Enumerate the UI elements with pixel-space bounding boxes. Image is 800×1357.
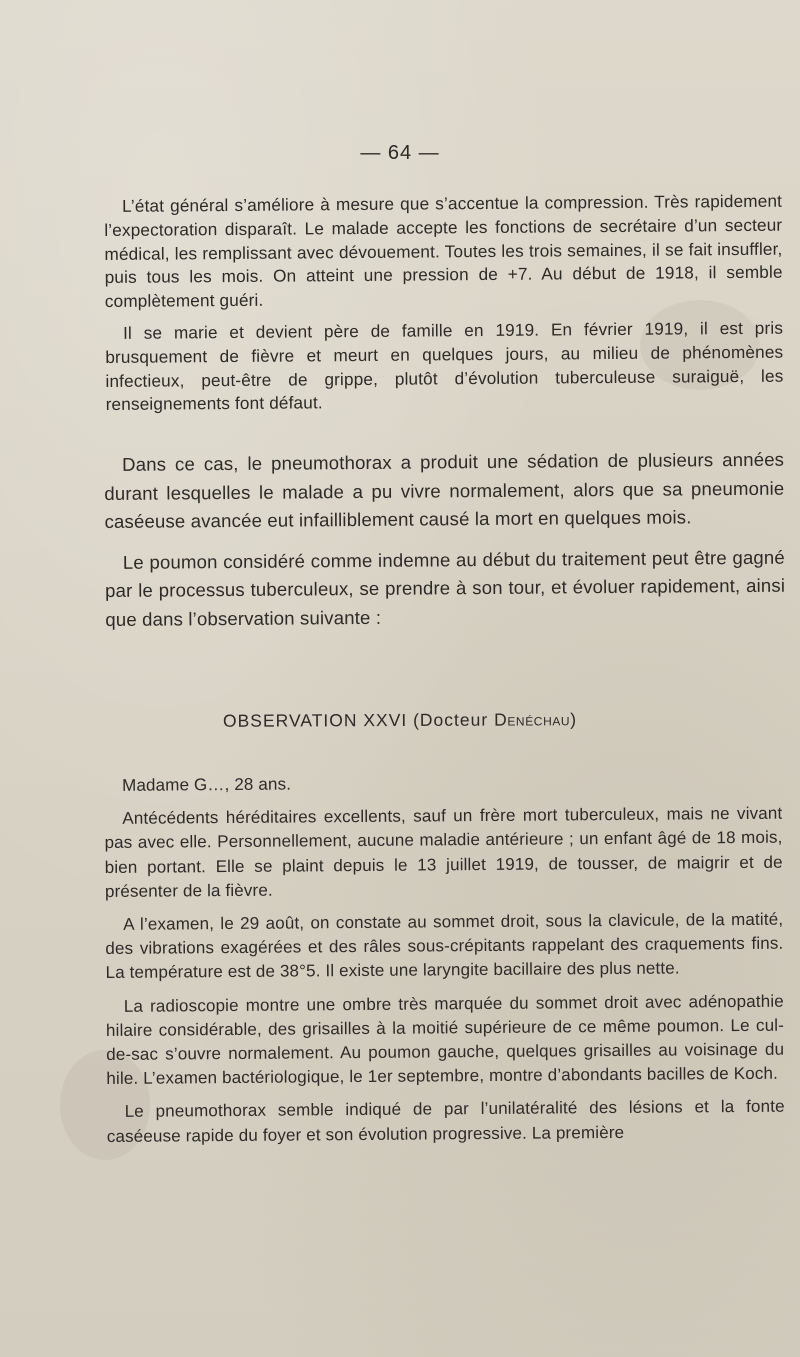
observation-heading-close: ) <box>570 709 578 730</box>
observation-title: OBSERVATION XXVI (Docteur <box>222 709 489 731</box>
paragraph: Le pneumothorax semble indiqué de par l’unilatéralité des lésions et la fonte caséeuse rapide du foyer et son évolution progressive. La première <box>106 1097 785 1146</box>
paragraph: Antécédents héréditaires excellents, sauf un frère mort tuberculeux, mais ne vivant pas avec elle. Personnellement, aucune maladie antérieure ; un enfant âgé de 18 mois, bien portant. Elle se plaint depuis le 13 juillet 1919, de tousser, de maigrir et de présenter de la fièvre. <box>104 803 783 901</box>
paragraph: A l’examen, le 29 août, on constate au sommet droit, sous la clavicule, de la matité, des vibrations exagérées et des râles sous-crépitants rappelant des craquements fins. La température est de 38°5. Il existe une laryngite bacillaire des plus nette. <box>105 909 784 983</box>
text-block-observation <box>104 769 785 1158</box>
text-block-top <box>104 190 784 425</box>
observation-author: Denéchau <box>494 709 571 730</box>
paragraph: L’état général s’améliore à mesure que s’accentue la compression. Très rapidement l’expectoration disparaît. Le malade accepte les fonctions de secrétaire d’un secteur médical, les remplissant avec dévouement. Toutes les trois semaines, il se fait insuffler, puis tous les mois. On atteint une pression de +7. Au début de 1918, il semble complètement guéri. <box>104 190 783 312</box>
paragraph: Dans ce cas, le pneumothorax a produit une sédation de plusieurs années durant lesquelles le malade a pu vivre normalement, alors que sa pneumonie caséeuse avancée eut infailliblement causé la mort en quelques mois. <box>104 448 785 533</box>
text-block-discussion <box>104 446 786 647</box>
page-number: — 64 — <box>360 142 440 164</box>
paragraph: Le poumon considéré comme indemne au début du traitement peut être gagné par le processus tuberculeux, se prendre à son tour, et évoluer rapidement, ainsi que dans l’observation suivante : <box>105 546 786 630</box>
observation-heading <box>0 708 800 732</box>
paragraph: Il se marie et devient père de famille en 1919. En février 1919, il est pris brusquement de fièvre et meurt en quelques jours, au milieu de phénomènes infectieux, peut-être de grippe, plutôt d’évolution tuberculeuse suraiguë, les renseignements font défaut. <box>105 317 784 415</box>
paragraph: Madame G…, 28 ans. <box>122 774 292 795</box>
paragraph: La radioscopie montre une ombre très marquée du sommet droit avec adénopathie hilaire considérable, des grisailles à la moitié supérieure de ce même poumon. Le cul-de-sac s’ouvre normalement. Au poumon gauche, quelques grisailles au voisinage du hile. L’examen bactériologique, le 1er septembre, montre d’abondants bacilles de Koch. <box>105 991 785 1089</box>
